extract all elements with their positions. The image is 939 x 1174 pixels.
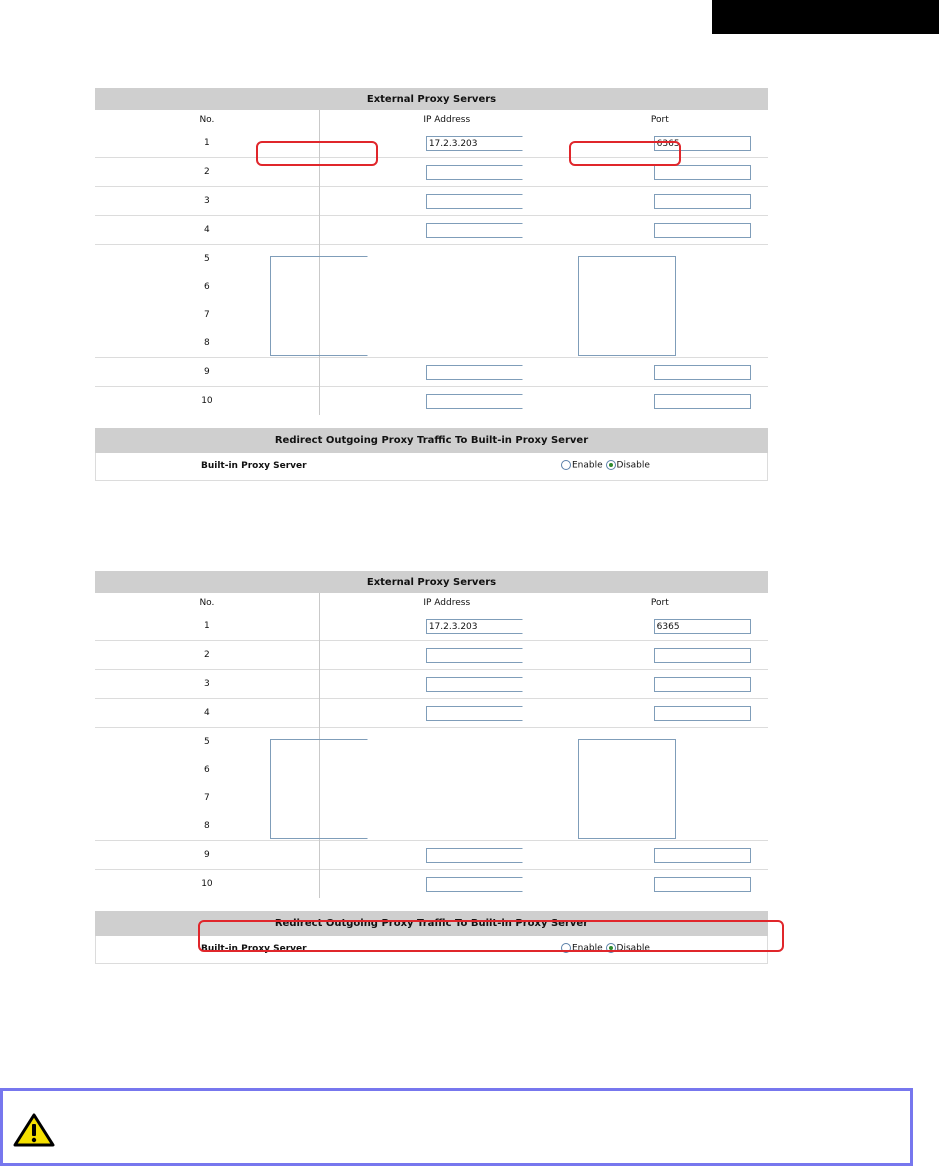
external-proxy-table <box>95 88 768 415</box>
ip-address-input[interactable] <box>426 877 523 892</box>
redirect-section <box>95 428 768 481</box>
table-row <box>95 187 768 216</box>
ip-highlight <box>256 141 378 166</box>
port-input[interactable] <box>654 706 751 721</box>
row-number: 4 <box>95 216 319 245</box>
enable-label: Enable <box>572 460 603 471</box>
port-input[interactable] <box>654 194 751 209</box>
disable-label: Disable <box>616 460 650 471</box>
ip-address-input[interactable] <box>426 848 523 863</box>
table-row <box>95 387 768 416</box>
row-number: 10 <box>95 387 319 416</box>
column-header-no: No. <box>95 593 319 612</box>
warning-triangle-icon <box>13 1113 55 1151</box>
port-input[interactable] <box>654 223 751 238</box>
port-multirow-input[interactable] <box>578 739 676 839</box>
enable-label: Enable <box>572 943 603 954</box>
port-input[interactable] <box>654 677 751 692</box>
ip-address-input[interactable] <box>426 677 523 692</box>
column-header-port: Port <box>650 597 669 608</box>
enable-radio[interactable] <box>561 460 571 470</box>
port-multirow-input[interactable] <box>578 256 676 356</box>
row-number: 6 <box>95 756 319 784</box>
column-header-port: Port <box>650 114 669 125</box>
row-number: 5 <box>95 245 319 274</box>
ip-address-input[interactable] <box>426 648 523 663</box>
external-proxy-table <box>95 571 768 898</box>
row-number: 8 <box>95 812 319 841</box>
built-in-proxy-label: Built-in Proxy Server <box>201 461 307 471</box>
port-input[interactable]: 6365 <box>654 136 751 151</box>
row-number: 4 <box>95 699 319 728</box>
ip-address-input[interactable] <box>426 194 523 209</box>
port-input[interactable] <box>654 877 751 892</box>
table-row <box>95 612 768 641</box>
proxy-panel-1 <box>95 88 768 481</box>
row-number: 9 <box>95 841 319 870</box>
proxy-mode-options <box>561 460 650 471</box>
table-row <box>95 699 768 728</box>
ip-address-input[interactable]: 17.2.3.203 <box>426 619 523 634</box>
ip-address-input[interactable] <box>426 223 523 238</box>
disable-radio[interactable] <box>606 460 616 470</box>
row-number: 6 <box>95 273 319 301</box>
row-number: 8 <box>95 329 319 358</box>
built-in-proxy-highlight <box>198 920 784 952</box>
table-row <box>95 670 768 699</box>
port-input[interactable]: 6365 <box>654 619 751 634</box>
port-input[interactable] <box>654 165 751 180</box>
row-number: 1 <box>95 129 319 158</box>
table-row <box>95 870 768 899</box>
table-title: External Proxy Servers <box>95 88 768 110</box>
ip-address-input[interactable] <box>426 165 523 180</box>
row-number: 10 <box>95 870 319 899</box>
disable-label: Disable <box>616 943 650 954</box>
row-number: 9 <box>95 358 319 387</box>
table-row <box>95 216 768 245</box>
ip-address-input[interactable]: 17.2.3.203 <box>426 136 523 151</box>
row-number: 5 <box>95 728 319 757</box>
ip-address-input[interactable] <box>426 706 523 721</box>
row-number: 3 <box>95 670 319 699</box>
warning-note-box <box>0 1088 913 1166</box>
port-highlight <box>569 141 681 166</box>
row-number: 7 <box>95 301 319 329</box>
row-number: 7 <box>95 784 319 812</box>
table-row <box>95 841 768 870</box>
built-in-proxy-label: Built-in Proxy Server <box>201 944 307 954</box>
port-input[interactable] <box>654 848 751 863</box>
port-input[interactable] <box>654 648 751 663</box>
row-number: 1 <box>95 612 319 641</box>
table-row <box>95 641 768 670</box>
port-input[interactable] <box>654 365 751 380</box>
row-number: 2 <box>95 641 319 670</box>
port-input[interactable] <box>654 394 751 409</box>
ip-address-multirow-input[interactable] <box>270 256 368 356</box>
redirect-title: Redirect Outgoing Proxy Traffic To Built-in Proxy Server <box>95 428 768 453</box>
ip-address-input[interactable] <box>426 394 523 409</box>
proxy-panel-2 <box>95 571 768 964</box>
column-header-ip: IP Address <box>423 597 471 608</box>
ip-address-input[interactable] <box>426 365 523 380</box>
redirect-row <box>95 453 768 481</box>
table-row <box>95 358 768 387</box>
top-black-bar <box>712 0 939 34</box>
table-title: External Proxy Servers <box>95 571 768 593</box>
column-header-ip: IP Address <box>423 114 471 125</box>
ip-address-multirow-input[interactable] <box>270 739 368 839</box>
column-header-no: No. <box>95 110 319 129</box>
redirect-title: Redirect Outgoing Proxy Traffic To Built-in Proxy Server <box>95 911 768 936</box>
row-number: 2 <box>95 158 319 187</box>
row-number: 3 <box>95 187 319 216</box>
